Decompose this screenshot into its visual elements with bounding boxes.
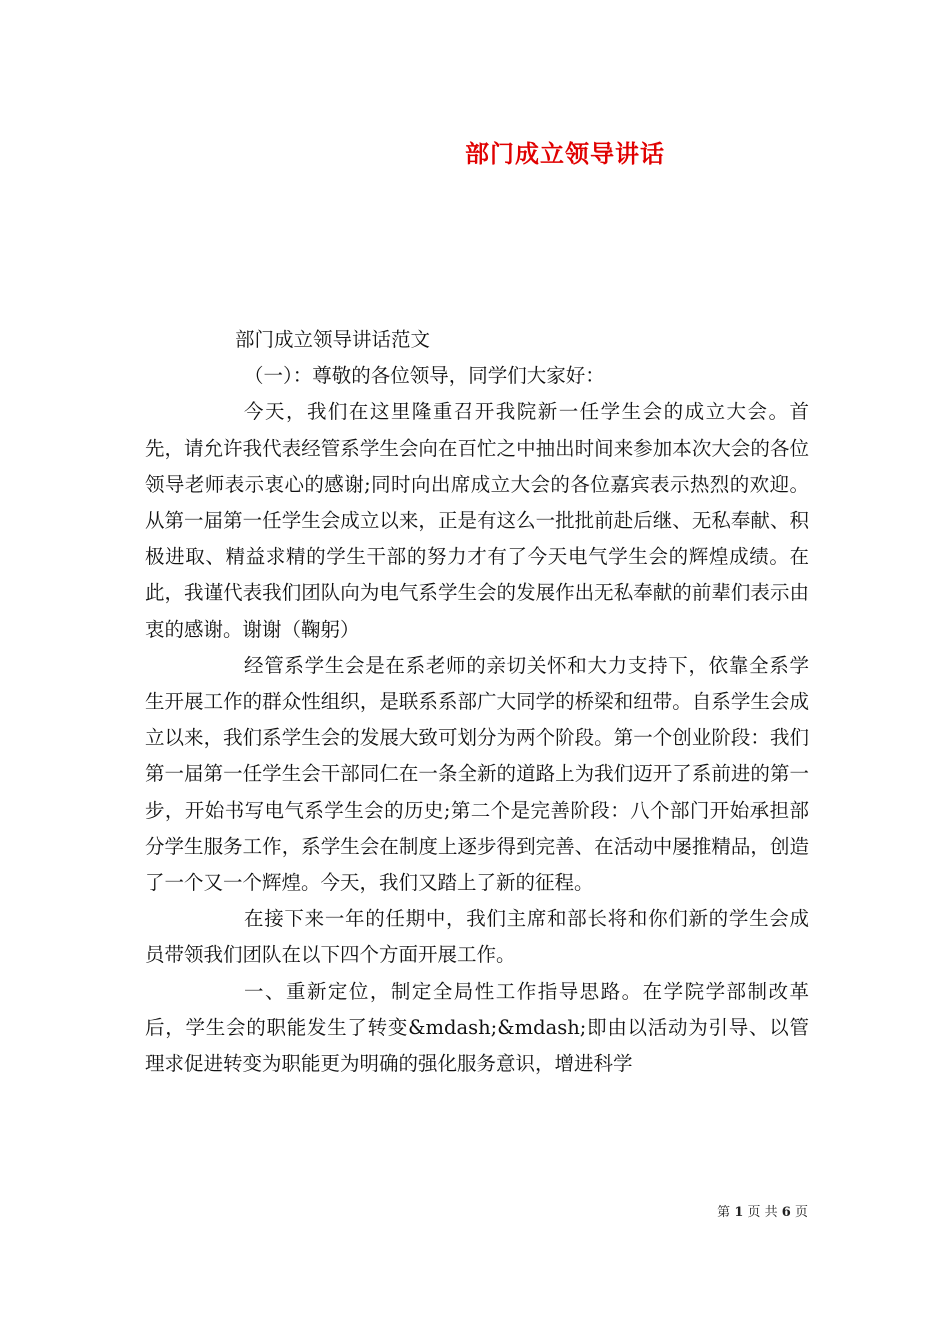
paragraph-1: 今天，我们在这里隆重召开我院新一任学生会的成立大会。首先，请允许我代表经管系学生会向在百忙之中抽出时间来参加本次大会的各位领导老师表示衷心的感谢;同时向出席成立大会的各位嘉宾表示热烈的欢迎。从第一届第一任学生会成立以来，正是有这么一批批前赴后继、无私奉献、积极进取、精益求精的学生干部的努力才有了今天电气学生会的辉煌成绩。在此，我谨代表我们团队向为电气系学生会的发展作出无私奉献的前辈们表示由衷的感谢。谢谢（鞠躬） xyxy=(145,400,809,641)
paragraph-greeting: （一）：尊敬的各位领导，同学们大家好： xyxy=(244,364,605,388)
document-body xyxy=(145,322,809,1082)
footer-total-pages: 6 xyxy=(781,1205,791,1220)
footer-suffix: 页 xyxy=(794,1205,808,1220)
page-footer xyxy=(717,1201,808,1220)
footer-current-page: 1 xyxy=(734,1205,744,1220)
footer-middle: 页 共 xyxy=(747,1205,778,1220)
paragraph-3: 在接下来一年的任期中，我们主席和部长将和你们新的学生会成员带领我们团队在以下四个方面开展工作。 xyxy=(145,907,809,967)
paragraph-4: 一、重新定位，制定全局性工作指导思路。在学院学部制改革后，学生会的职能发生了转变&mdash;&mdash;即由以活动为引导、以管理求促进转变为职能更为明确的强化服务意识，增进科学 xyxy=(145,979,809,1076)
document-title: 部门成立领导讲话 xyxy=(465,140,665,168)
document-subtitle: 部门成立领导讲话范文 xyxy=(235,328,431,351)
footer-prefix: 第 xyxy=(717,1205,731,1220)
paragraph-2: 经管系学生会是在系老师的亲切关怀和大力支持下，依靠全系学生开展工作的群众性组织，是联系系部广大同学的桥梁和纽带。自系学生会成立以来，我们系学生会的发展大致可划分为两个阶段。第一个创业阶段：我们第一届第一任学生会干部同仁在一条全新的道路上为我们迈开了系前进的第一步，开始书写电气系学生会的历史;第二个是完善阶段：八个部门开始承担部分学生服务工作，系学生会在制度上逐步得到完善、在活动中屡推精品，创造了一个又一个辉煌。今天，我们又踏上了新的征程。 xyxy=(145,653,809,895)
